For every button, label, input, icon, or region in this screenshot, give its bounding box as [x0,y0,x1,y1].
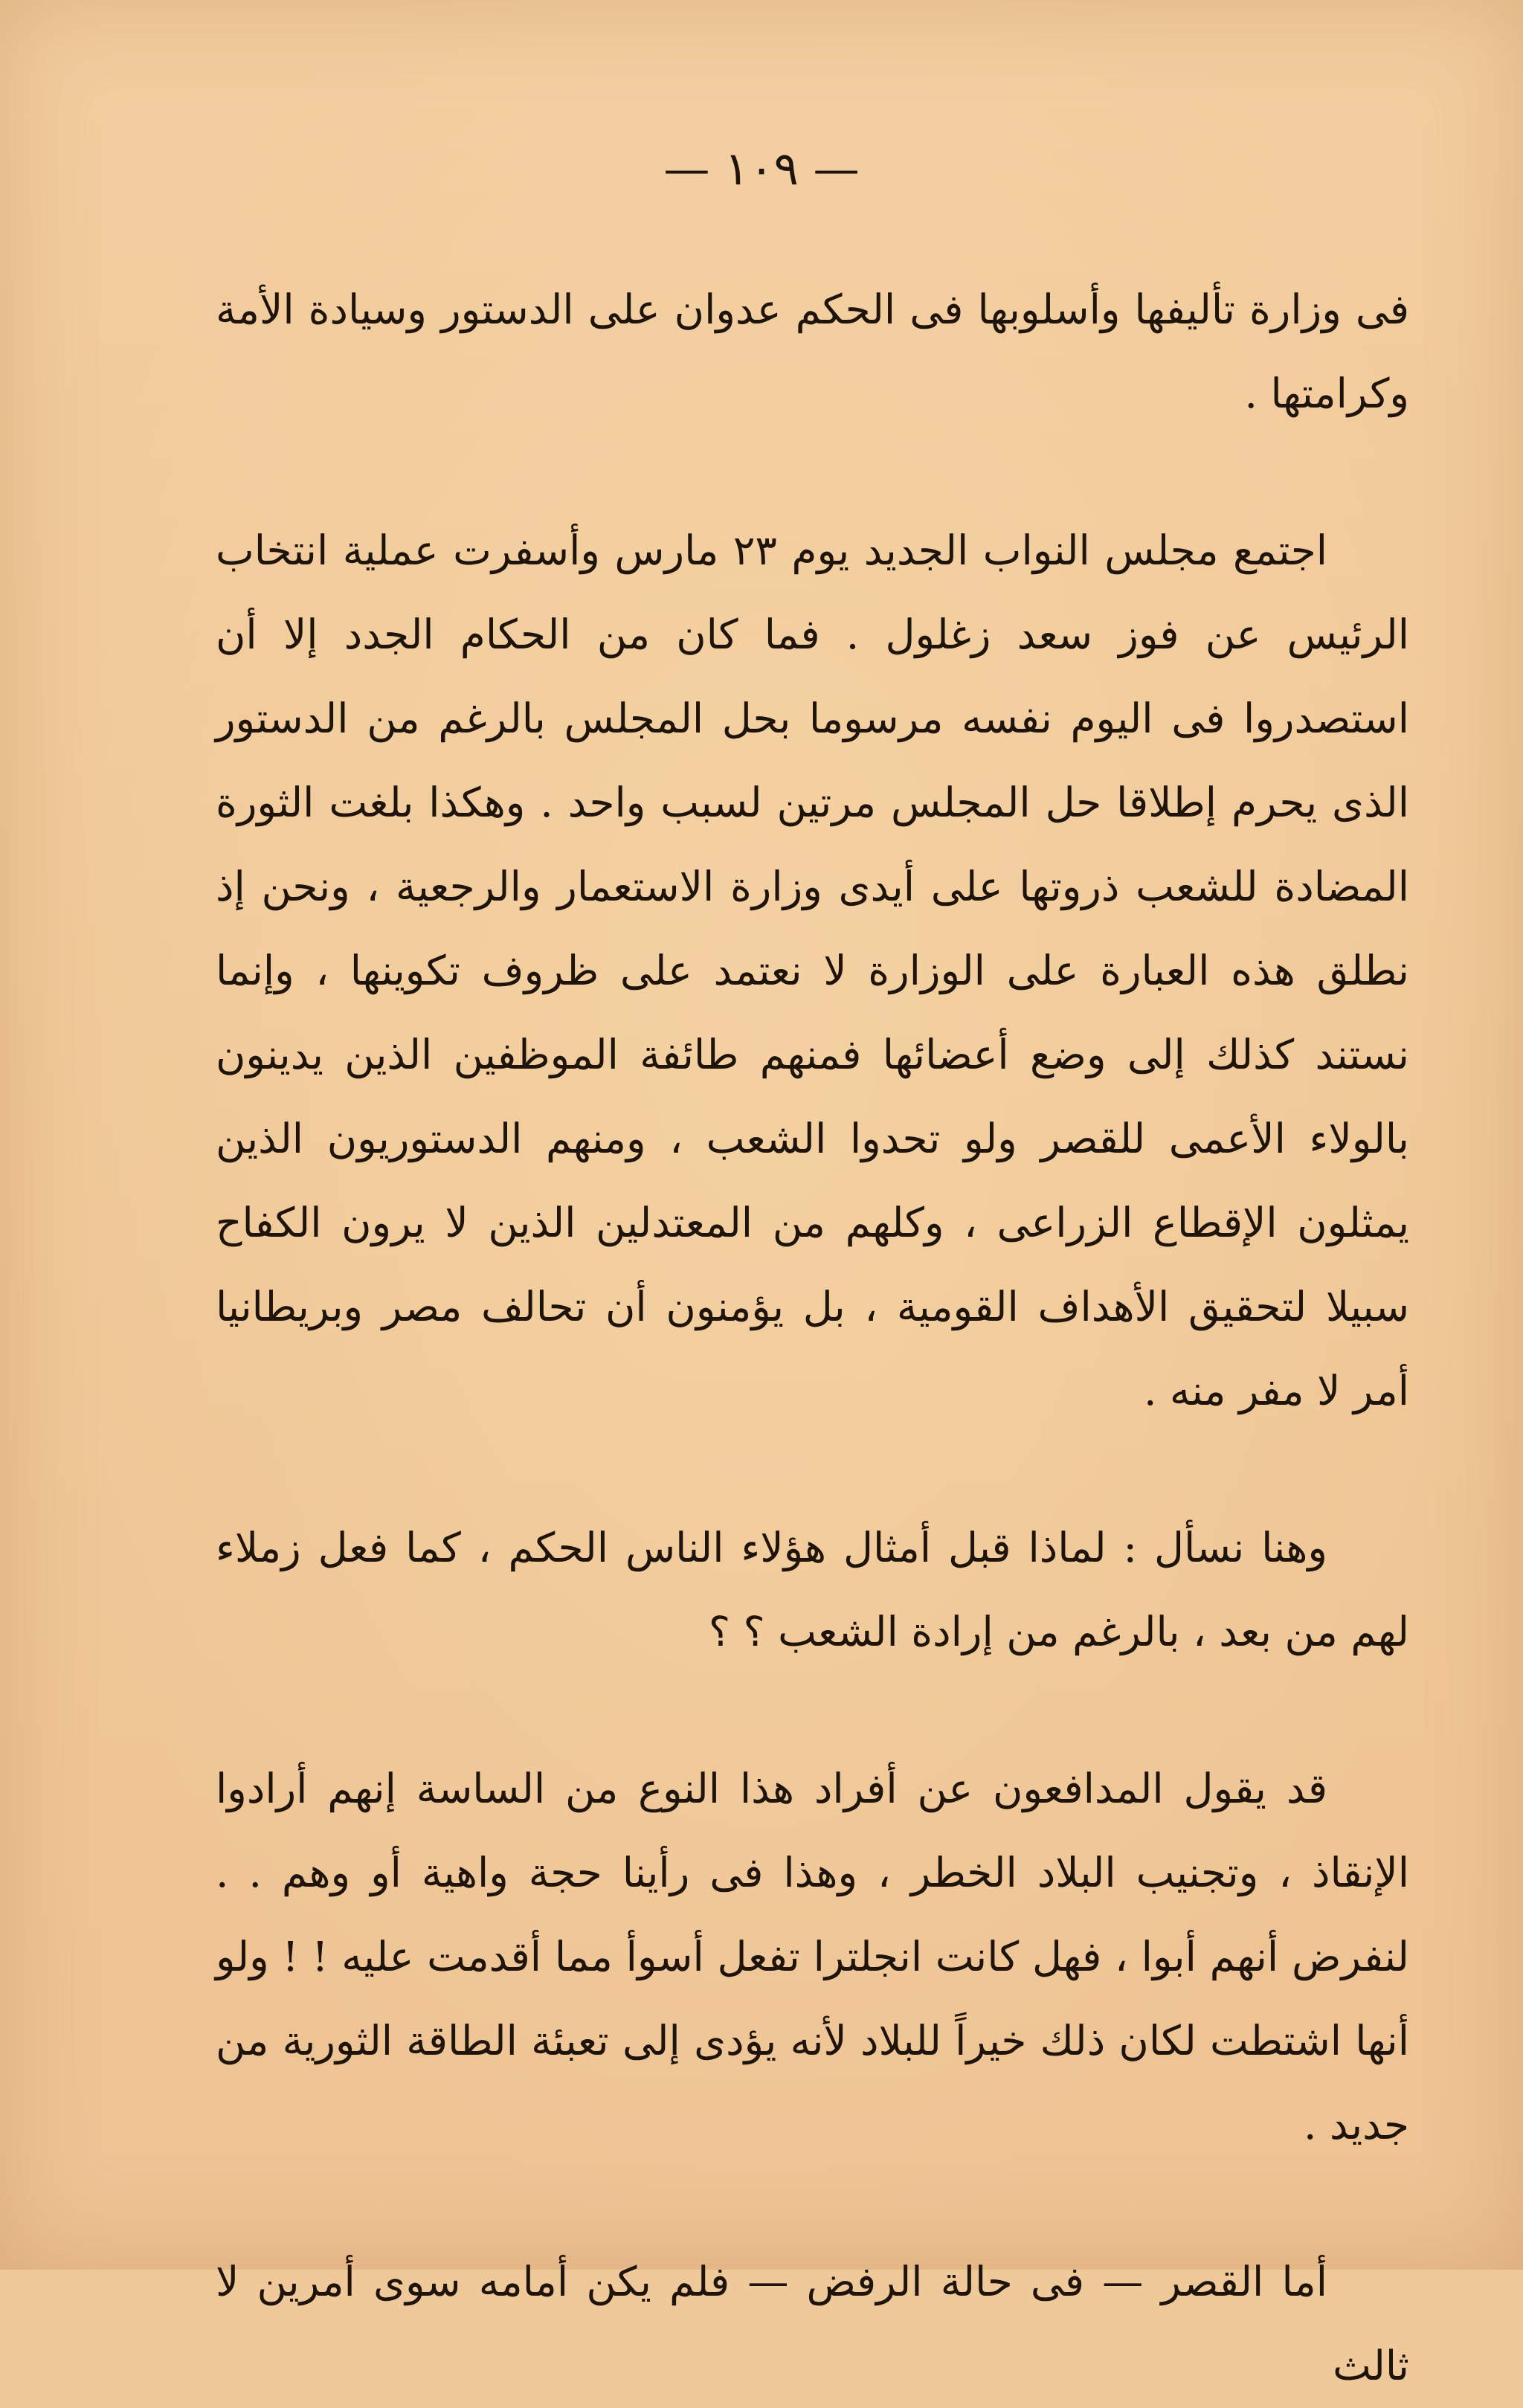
page-number: — ١٠٩ — [663,141,860,196]
body-text [216,268,1409,2408]
paragraph-1: فى وزارة تأليفها وأسلوبها فى الحكم عدوان على الدستور وسيادة الأمة وكرامتها . [216,286,1409,417]
paragraph-gap [216,436,1409,509]
paragraph-5: أما القصر — فى حالة الرفض — فلم يكن أمامه سوى أمرين لا ثالث [216,2258,1409,2389]
paragraph-gap [216,2167,1409,2240]
paragraph-2: اجتمع مجلس النواب الجديد يوم ٢٣ مارس وأسفرت عملية انتخاب الرئيس عن فوز سعد زغلول . فما كان من الحكام الجدد إلا أن استصدروا فى اليوم نفسه مرسوما بحل المجلس بالرغم من الدستور الذى يحرم إطلاقا حل المجلس مرتين لسبب واحد . وهكذا بلغت الثورة المضادة للشعب ذروتها على أيدى وزارة الاستعمار والرجعية ، ونحن إذ نطلق هذه العبارة على الوزارة لا نعتمد على ظروف تكوينها ، وإنما نستند كذلك إلى وضع أعضائها فمنهم طائفة الموظفين الذين يدينون بالولاء الأعمى للقصر ولو تحدوا الشعب ، ومنهم الدستوريون الذين يمثلون الإقطاع الزراعى ، وكلهم من المعتدلين الذين لا يرون الكفاح سبيلا لتحقيق الأهداف القومية ، بل يؤمنون أن تحالف مصر وبريطانيا أمر لا مفر منه . [216,527,1409,1414]
paragraph-gap [216,1433,1409,1506]
paragraph-4: قد يقول المدافعون عن أفراد هذا النوع من الساسة إنهم أرادوا الإنقاذ ، وتجنيب البلاد الخطر ، وهذا فى رأينا حجة واهية أو وهم . . لنفرض أنهم أبوا ، فهل كانت انجلترا تفعل أسوأ مما أقدمت عليه ! ! ولو أنها اشتطت لكان ذلك خيراً للبلاد لأنه يؤدى إلى تعبئة الطاقة الثورية من جديد . [216,1765,1409,2148]
paragraph-gap [216,1674,1409,1747]
paragraph-3: وهنا نسأل : لماذا قبل أمثال هؤلاء الناس الحكم ، كما فعل زملاء لهم من بعد ، بالرغم من إرادة الشعب ؟ ؟ [216,1524,1409,1655]
